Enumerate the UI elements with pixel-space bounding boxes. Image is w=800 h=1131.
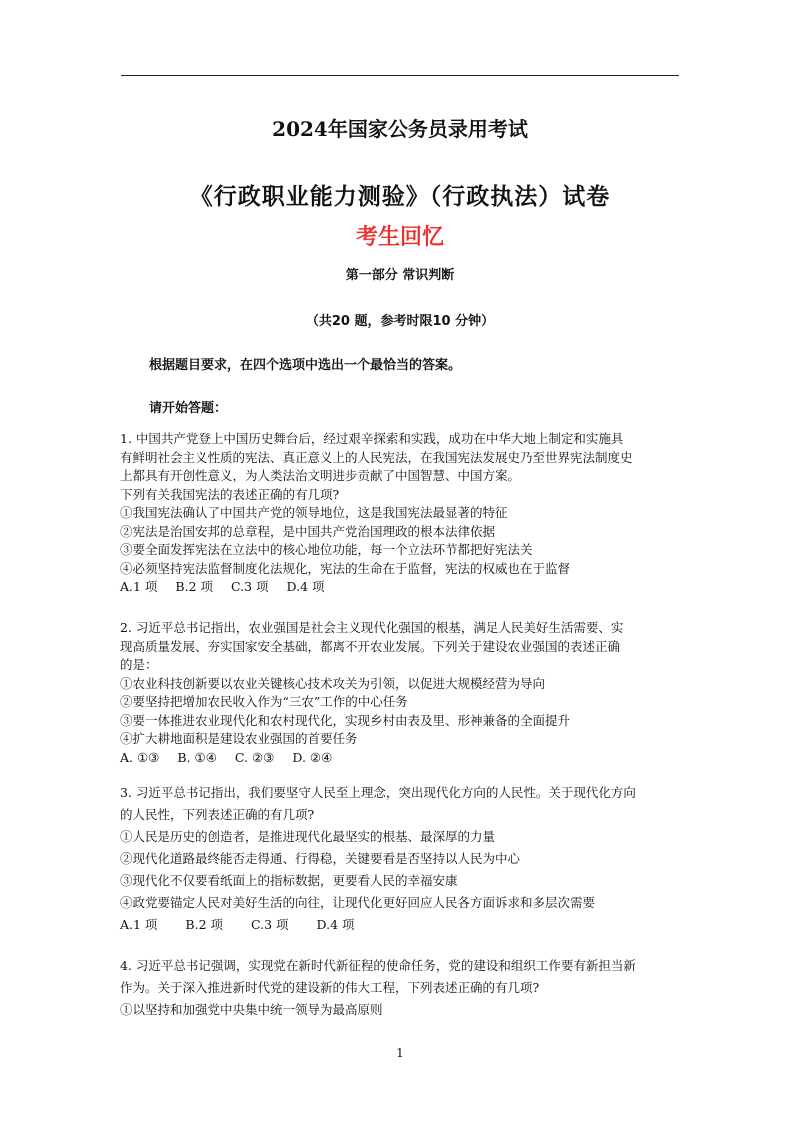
section-heading: 第一部分 常识判断 xyxy=(345,268,455,283)
option-a: A.1 项 xyxy=(120,579,158,594)
start-prompt: 请开始答题： xyxy=(149,401,228,416)
statement-item: ④必须坚持宪法监督制度化法规化，宪法的生命在于监督，宪法的权威也在于监督 xyxy=(120,560,571,576)
statement-item: ④扩大耕地面积是建设农业强国的首要任务 xyxy=(120,731,358,746)
statement-item: ③现代化不仅要看纸面上的指标数据，更要看人民的幸福安康 xyxy=(120,873,458,888)
header-rule xyxy=(121,75,679,76)
statement-item: ①农业科技创新要以农业关键核心技术攻关为引领，以促进大规模经营为导向 xyxy=(120,675,546,691)
instructions-text: 根据题目要求，在四个选项中选出一个最恰当的答案。 xyxy=(149,358,462,373)
question-1 xyxy=(120,430,695,597)
question-stem-line: 的是： xyxy=(120,657,158,672)
page-number: 1 xyxy=(396,1046,404,1060)
statement-item: ②宪法是治国安邦的总章程，是中国共产党治国理政的根本法律依据 xyxy=(120,523,496,539)
question-stem-line: 2. 习近平总书记指出，农业强国是社会主义现代化强国的根基，满足人民美好生活需要、实 xyxy=(120,620,624,635)
answer-options xyxy=(120,578,695,597)
recall-label: 考生回忆 xyxy=(355,225,444,250)
question-stem-line: 上都具有开创性意义，为人类法治文明进步贡献了中国智慧、中国方案。 xyxy=(120,468,521,483)
option-d: D. ②④ xyxy=(292,749,333,765)
statement-item: ②现代化道路最终能否走得通、行得稳，关键要看是否坚持以人民为中心 xyxy=(120,851,521,866)
question-stem-line: 作为。关于深入推进新时代党的建设新的伟大工程，下列表述正确的有几项? xyxy=(120,980,540,995)
statement-item: ①以坚持和加强党中央集中统一领导为最高原则 xyxy=(120,1002,383,1017)
option-b: B.2 项 xyxy=(175,579,214,594)
question-stem-line: 有鲜明社会主义性质的宪法、真正意义上的人民宪法，在我国宪法发展史乃至世界宪法制度史 xyxy=(120,449,633,465)
statement-item: ②要坚持把增加农民收入作为“三农”工作的中心任务 xyxy=(120,694,408,709)
option-a: A. ①③ xyxy=(120,749,160,765)
option-a: A.1 项 xyxy=(120,917,158,932)
option-b: B.2 项 xyxy=(185,917,224,932)
option-c: C. ②③ xyxy=(234,749,275,765)
option-d: D.4 项 xyxy=(316,917,355,932)
question-stem-line: 现高质量发展、夯实国家安全基础，都离不开农业发展。下列关于建设农业强国的表述正确 xyxy=(120,638,621,654)
question-stem-line: 的人民性，下列表述正确的有几项? xyxy=(120,807,315,822)
question-3 xyxy=(120,782,695,936)
statement-item: ③要一体推进农业现代化和农村现代化，实现乡村由表及里、形神兼备的全面提升 xyxy=(120,712,571,728)
question-2 xyxy=(120,619,695,767)
statement-item: ①我国宪法确认了中国共产党的领导地位，这是我国宪法最显著的特征 xyxy=(120,505,508,520)
question-4 xyxy=(120,955,695,1021)
statement-item: ④政党要锚定人民对美好生活的向往，让现代化更好回应人民各方面诉求和多层次需要 xyxy=(120,895,596,910)
answer-options xyxy=(120,914,695,936)
question-stem-line: 3. 习近平总书记指出，我们要坚守人民至上理念，突出现代化方向的人民性。关于现代化方向 xyxy=(120,785,636,800)
exam-subtitle: 《行政职业能力测验》（行政执法）试卷 xyxy=(189,183,611,210)
section-timing: （共20 题，参考时限10 分钟） xyxy=(305,314,495,329)
option-b: B. ①④ xyxy=(177,749,217,765)
option-d: D.4 项 xyxy=(286,579,325,594)
exam-title: 2024年国家公务员录用考试 xyxy=(272,117,528,141)
question-stem-line: 1. 中国共产党登上中国历史舞台后，经过艰辛探索和实践，成功在中华大地上制定和实施具 xyxy=(120,431,624,446)
statement-item: ③要全面发挥宪法在立法中的核心地位功能，每一个立法环节都把好宪法关 xyxy=(120,542,533,557)
option-c: C.3 项 xyxy=(251,917,289,932)
question-stem-line: 下列有关我国宪法的表述正确的有几项? xyxy=(120,486,340,502)
question-stem-line: 4. 习近平总书记强调，实现党在新时代新征程的使命任务，党的建设和组织工作要有新担当新 xyxy=(120,958,636,973)
statement-item: ①人民是历史的创造者，是推进现代化最坚实的根基、最深厚的力量 xyxy=(120,829,496,844)
option-c: C.3 项 xyxy=(231,579,269,594)
answer-options xyxy=(120,749,695,768)
